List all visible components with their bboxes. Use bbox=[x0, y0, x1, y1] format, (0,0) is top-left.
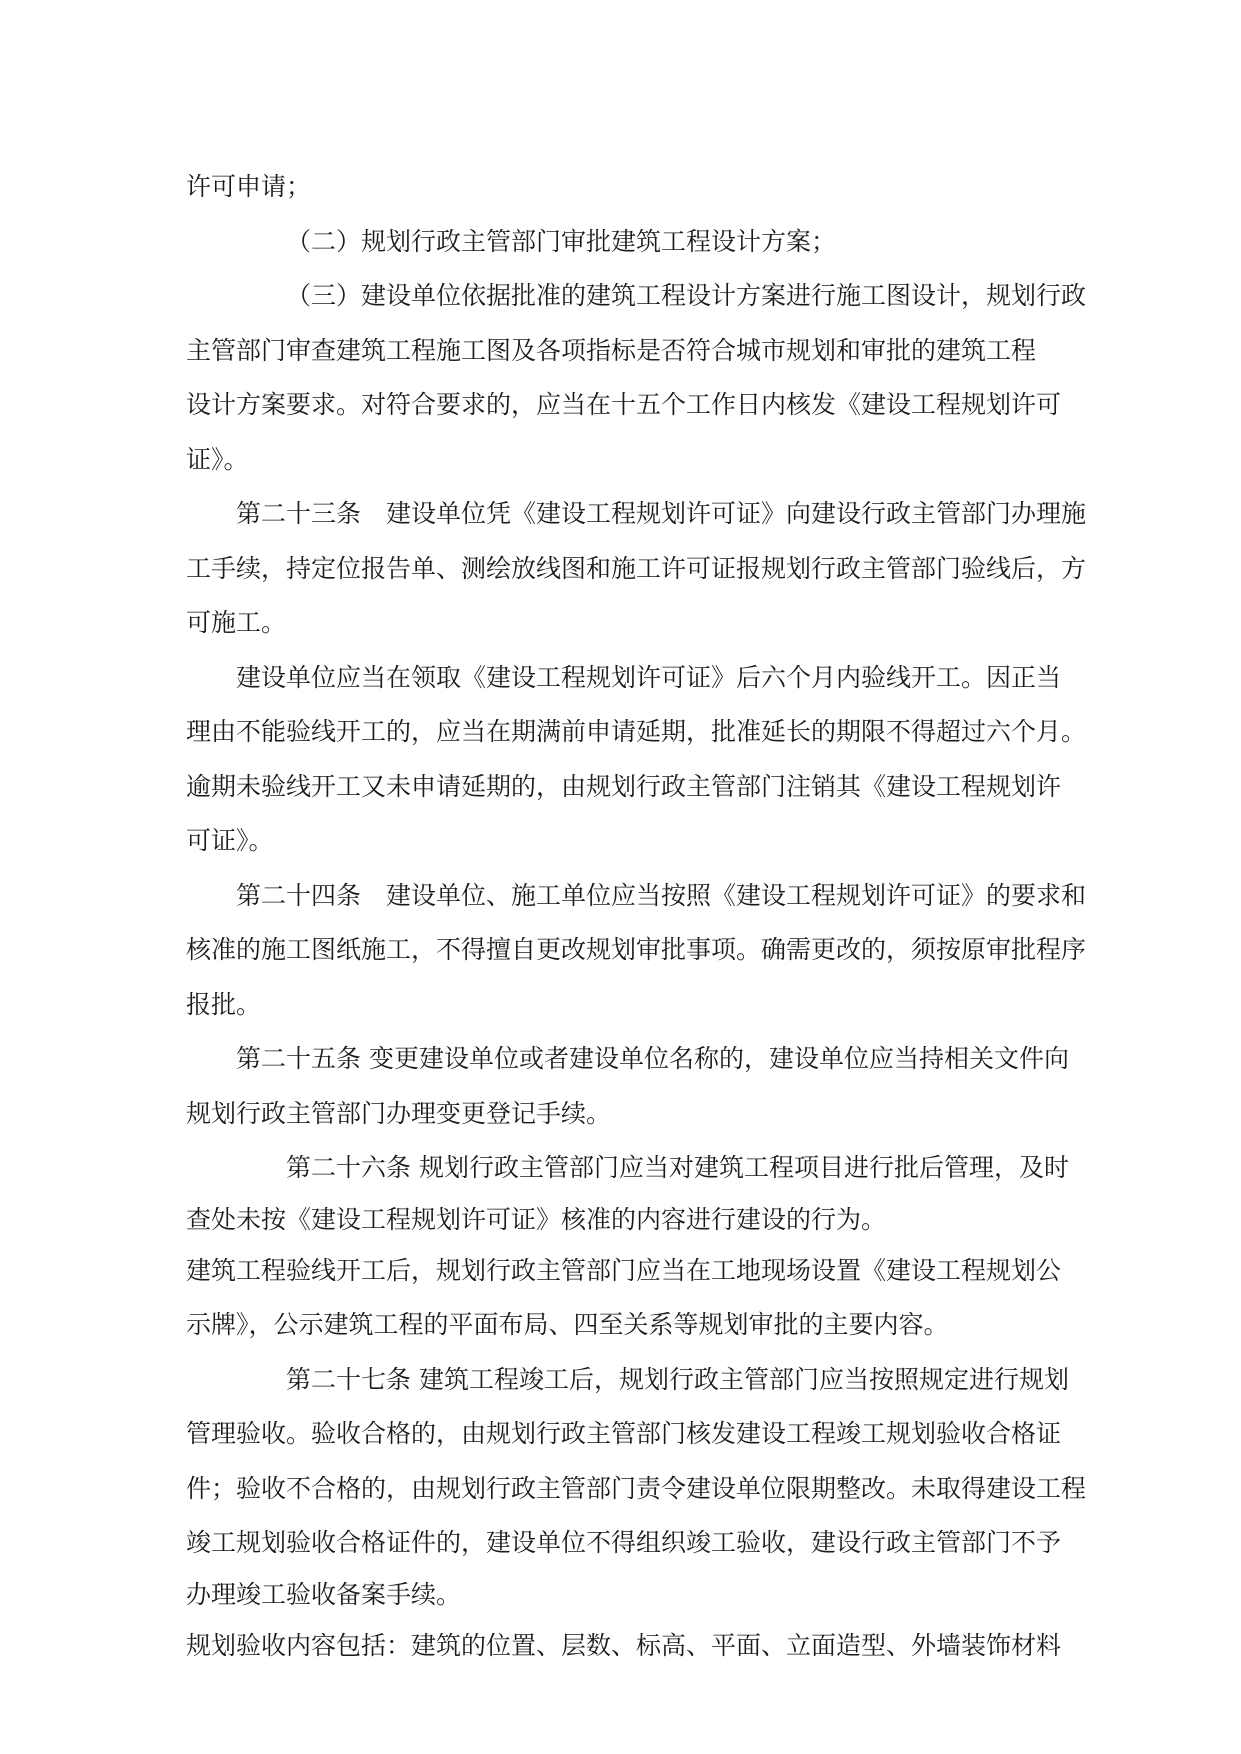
text-line: 工手续，持定位报告单、测绘放线图和施工许可证报规划行政主管部门验线后，方 bbox=[186, 553, 1087, 583]
document-body bbox=[186, 160, 1087, 1673]
text-line: 办理竣工验收备案手续。 bbox=[186, 1579, 462, 1609]
article-23-heading-line: 第二十三条 建设单位凭《建设工程规划许可证》向建设行政主管部门办理施 bbox=[236, 499, 1087, 528]
text-line: 可施工。 bbox=[186, 608, 287, 637]
text-line: 许可申请； bbox=[186, 172, 312, 201]
article-24-heading-line: 第二十四条 建设单位、施工单位应当按照《建设工程规划许可证》的要求和 bbox=[236, 880, 1087, 910]
article-26-heading-line: 第二十六条 规划行政主管部门应当对建筑工程项目进行批后管理，及时 bbox=[286, 1153, 1069, 1182]
text-line: 竣工规划验收合格证件的，建设单位不得组织竣工验收，建设行政主管部门不予 bbox=[186, 1528, 1062, 1557]
text-line: 件；验收不合格的，由规划行政主管部门责令建设单位限期整改。未取得建设工程 bbox=[186, 1473, 1087, 1503]
text-line: 主管部门审查建筑工程施工图及各项指标是否符合城市规划和审批的建筑工程 bbox=[186, 335, 1037, 365]
text-line: 可证》。 bbox=[186, 826, 274, 855]
text-line: 规划验收内容包括：建筑的位置、层数、标高、平面、立面造型、外墙装饰材料 bbox=[186, 1630, 1062, 1660]
text-line: （三）建设单位依据批准的建筑工程设计方案进行施工图设计，规划行政 bbox=[286, 281, 1087, 310]
text-line: 规划行政主管部门办理变更登记手续。 bbox=[186, 1098, 612, 1128]
article-25-heading-line: 第二十五条 变更建设单位或者建设单位名称的，建设单位应当持相关文件向 bbox=[236, 1044, 1069, 1073]
text-line: 核准的施工图纸施工，不得擅自更改规划审批事项。确需更改的，须按原审批程序 bbox=[186, 935, 1087, 964]
text-line: 证》。 bbox=[186, 444, 249, 474]
text-line: 建设单位应当在领取《建设工程规划许可证》后六个月内验线开工。因正当 bbox=[236, 662, 1062, 692]
article-27-heading-line: 第二十七条 建筑工程竣工后，规划行政主管部门应当按照规定进行规划 bbox=[286, 1364, 1069, 1394]
text-line: 查处未按《建设工程规划许可证》核准的内容进行建设的行为。 bbox=[186, 1204, 887, 1234]
text-line: 逾期未验线开工又未申请延期的，由规划行政主管部门注销其《建设工程规划许 bbox=[186, 771, 1062, 801]
text-line: 报批。 bbox=[186, 989, 262, 1019]
text-line: （二）规划行政主管部门审批建筑工程设计方案； bbox=[286, 226, 837, 256]
text-line: 建筑工程验线开工后，规划行政主管部门应当在工地现场设置《建设工程规划公 bbox=[186, 1255, 1062, 1285]
text-line: 示牌》，公示建筑工程的平面布局、四至关系等规划审批的主要内容。 bbox=[186, 1310, 949, 1339]
text-line: 理由不能验线开工的，应当在期满前申请延期，批准延长的期限不得超过六个月。 bbox=[186, 717, 1087, 746]
text-line: 管理验收。验收合格的，由规划行政主管部门核发建设工程竣工规划验收合格证 bbox=[186, 1419, 1062, 1448]
text-line: 设计方案要求。对符合要求的，应当在十五个工作日内核发《建设工程规划许可 bbox=[186, 390, 1062, 419]
